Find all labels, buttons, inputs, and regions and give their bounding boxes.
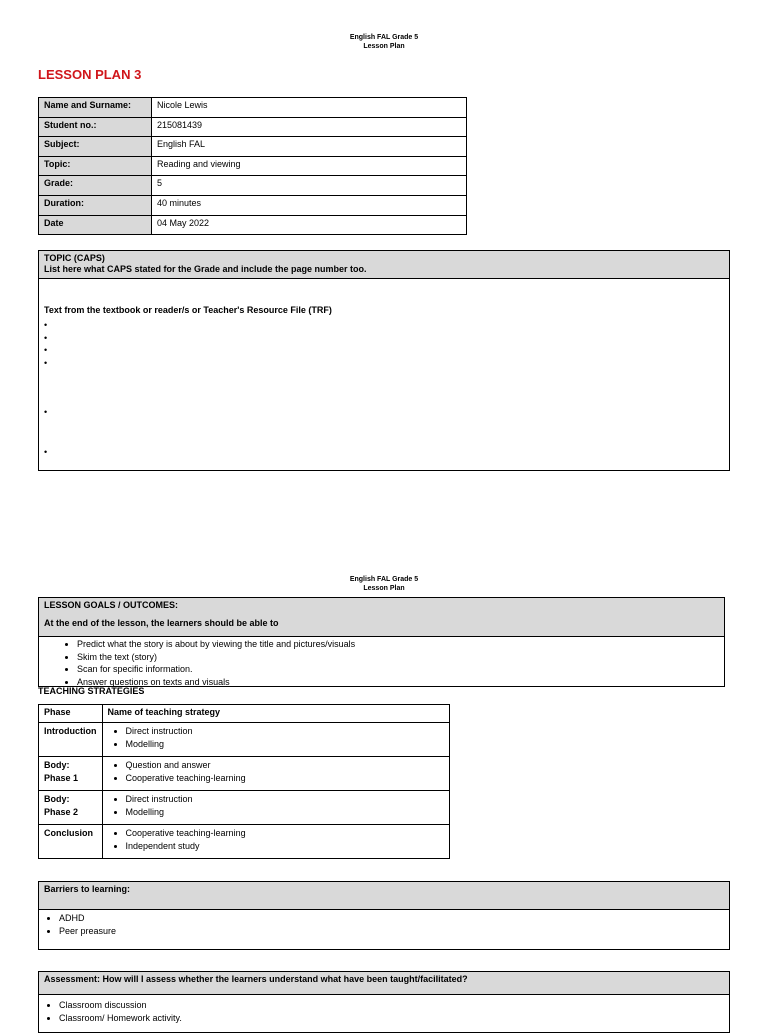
phase-label: Body: xyxy=(44,794,70,804)
phase-cell xyxy=(39,825,103,859)
barriers-list xyxy=(39,912,729,937)
strategy-item: • Modelling xyxy=(126,738,445,751)
assessment-heading: Assessment: How will I assess whether the learners understand what have been taught/facilitated? xyxy=(39,972,729,995)
barriers-heading: Barriers to learning: xyxy=(39,882,729,910)
lesson-goals-heading: LESSON GOALS / OUTCOMES: xyxy=(44,600,179,610)
col-strategy: Name of teaching strategy xyxy=(102,705,450,723)
topic-bullet: • xyxy=(44,320,48,330)
info-row xyxy=(39,176,467,196)
assessment-list xyxy=(39,999,729,1024)
header-line2: Lesson Plan xyxy=(363,43,405,50)
topic-caps-heading: TOPIC (CAPS) xyxy=(44,253,105,263)
goal-item: • Skim the text (story) xyxy=(77,651,724,664)
lesson-goals-header xyxy=(39,598,724,637)
header-line1: English FAL Grade 5 xyxy=(349,576,419,583)
strategy-cell xyxy=(102,825,450,859)
strategy-item: • Question and answer xyxy=(126,759,445,772)
lesson-goals-list xyxy=(39,638,724,688)
strategy-row xyxy=(39,825,450,859)
phase-cell xyxy=(39,723,103,757)
info-label: Topic: xyxy=(39,156,152,176)
info-table xyxy=(38,97,467,235)
lesson-goals-box xyxy=(38,597,725,687)
goal-item: • Answer questions on texts and visuals xyxy=(77,676,724,689)
info-row xyxy=(39,98,467,118)
goal-item: • Predict what the story is about by viewing the title and pictures/visuals xyxy=(77,638,724,651)
teaching-strategies-heading: TEACHING STRATEGIES xyxy=(38,686,145,696)
barrier-item: • Peer preasure xyxy=(59,925,729,938)
info-value: Nicole Lewis xyxy=(152,98,467,118)
phase-cell xyxy=(39,791,103,825)
info-row xyxy=(39,156,467,176)
info-value: 40 minutes xyxy=(152,195,467,215)
strategy-item: • Independent study xyxy=(126,840,445,853)
phase-cell xyxy=(39,757,103,791)
info-label: Grade: xyxy=(39,176,152,196)
strategy-row xyxy=(39,791,450,825)
info-value: 5 xyxy=(152,176,467,196)
info-label: Student no.: xyxy=(39,117,152,137)
strategy-cell xyxy=(102,757,450,791)
topic-bullet: • xyxy=(44,447,48,457)
strategy-cell xyxy=(102,723,450,757)
topic-bullet: • xyxy=(44,332,48,343)
phase-label: Conclusion xyxy=(44,828,93,838)
topic-bullet: • xyxy=(44,357,48,368)
strategy-cell xyxy=(102,791,450,825)
info-row xyxy=(39,117,467,137)
info-row xyxy=(39,137,467,157)
page-header-1 xyxy=(0,33,768,51)
phase-label: Body: xyxy=(44,760,70,770)
strategy-item: • Cooperative teaching-learning xyxy=(126,772,445,785)
assessment-item: • Classroom discussion xyxy=(59,999,729,1012)
info-value: 04 May 2022 xyxy=(152,215,467,235)
header-line2: Lesson Plan xyxy=(363,585,405,592)
info-value: English FAL xyxy=(152,137,467,157)
info-row xyxy=(39,215,467,235)
phase-label: Introduction xyxy=(44,726,97,736)
topic-caps-instruction: List here what CAPS stated for the Grade and include the page number too. xyxy=(44,264,367,274)
topic-bullet: • xyxy=(44,345,48,355)
info-label: Date xyxy=(39,215,152,235)
info-row xyxy=(39,195,467,215)
text-source-heading: Text from the textbook or reader/s or Teacher's Resource File (TRF) xyxy=(44,305,332,315)
barrier-item: • ADHD xyxy=(59,912,729,925)
header-line1: English FAL Grade 5 xyxy=(349,34,419,41)
assessment-item: • Classroom/ Homework activity. xyxy=(59,1012,729,1025)
info-value: Reading and viewing xyxy=(152,156,467,176)
topic-caps-box xyxy=(38,250,730,471)
phase-sublabel: Phase 1 xyxy=(44,773,79,783)
strategy-item: • Direct instruction xyxy=(126,793,445,806)
strategies-table xyxy=(38,704,450,859)
goal-item: • Scan for specific information. xyxy=(77,663,724,676)
info-label: Name and Surname: xyxy=(39,98,152,118)
info-label: Subject: xyxy=(39,137,152,157)
strategy-row xyxy=(39,723,450,757)
strategy-item: • Cooperative teaching-learning xyxy=(126,827,445,840)
topic-caps-header xyxy=(39,251,729,279)
col-phase: Phase xyxy=(39,705,103,723)
strategy-row xyxy=(39,757,450,791)
lesson-plan-title: LESSON PLAN 3 xyxy=(38,67,142,82)
strategies-header-row xyxy=(39,705,450,723)
phase-sublabel: Phase 2 xyxy=(44,807,79,817)
topic-bullet: • xyxy=(44,407,48,417)
strategy-item: • Modelling xyxy=(126,806,445,819)
barriers-box xyxy=(38,881,730,950)
info-value: 215081439 xyxy=(152,117,467,137)
page-header-2 xyxy=(0,575,768,593)
topic-bullets xyxy=(44,319,47,369)
info-label: Duration: xyxy=(39,195,152,215)
strategy-item: • Direct instruction xyxy=(126,725,445,738)
lesson-goals-intro: At the end of the lesson, the learners should be able to xyxy=(44,618,279,628)
